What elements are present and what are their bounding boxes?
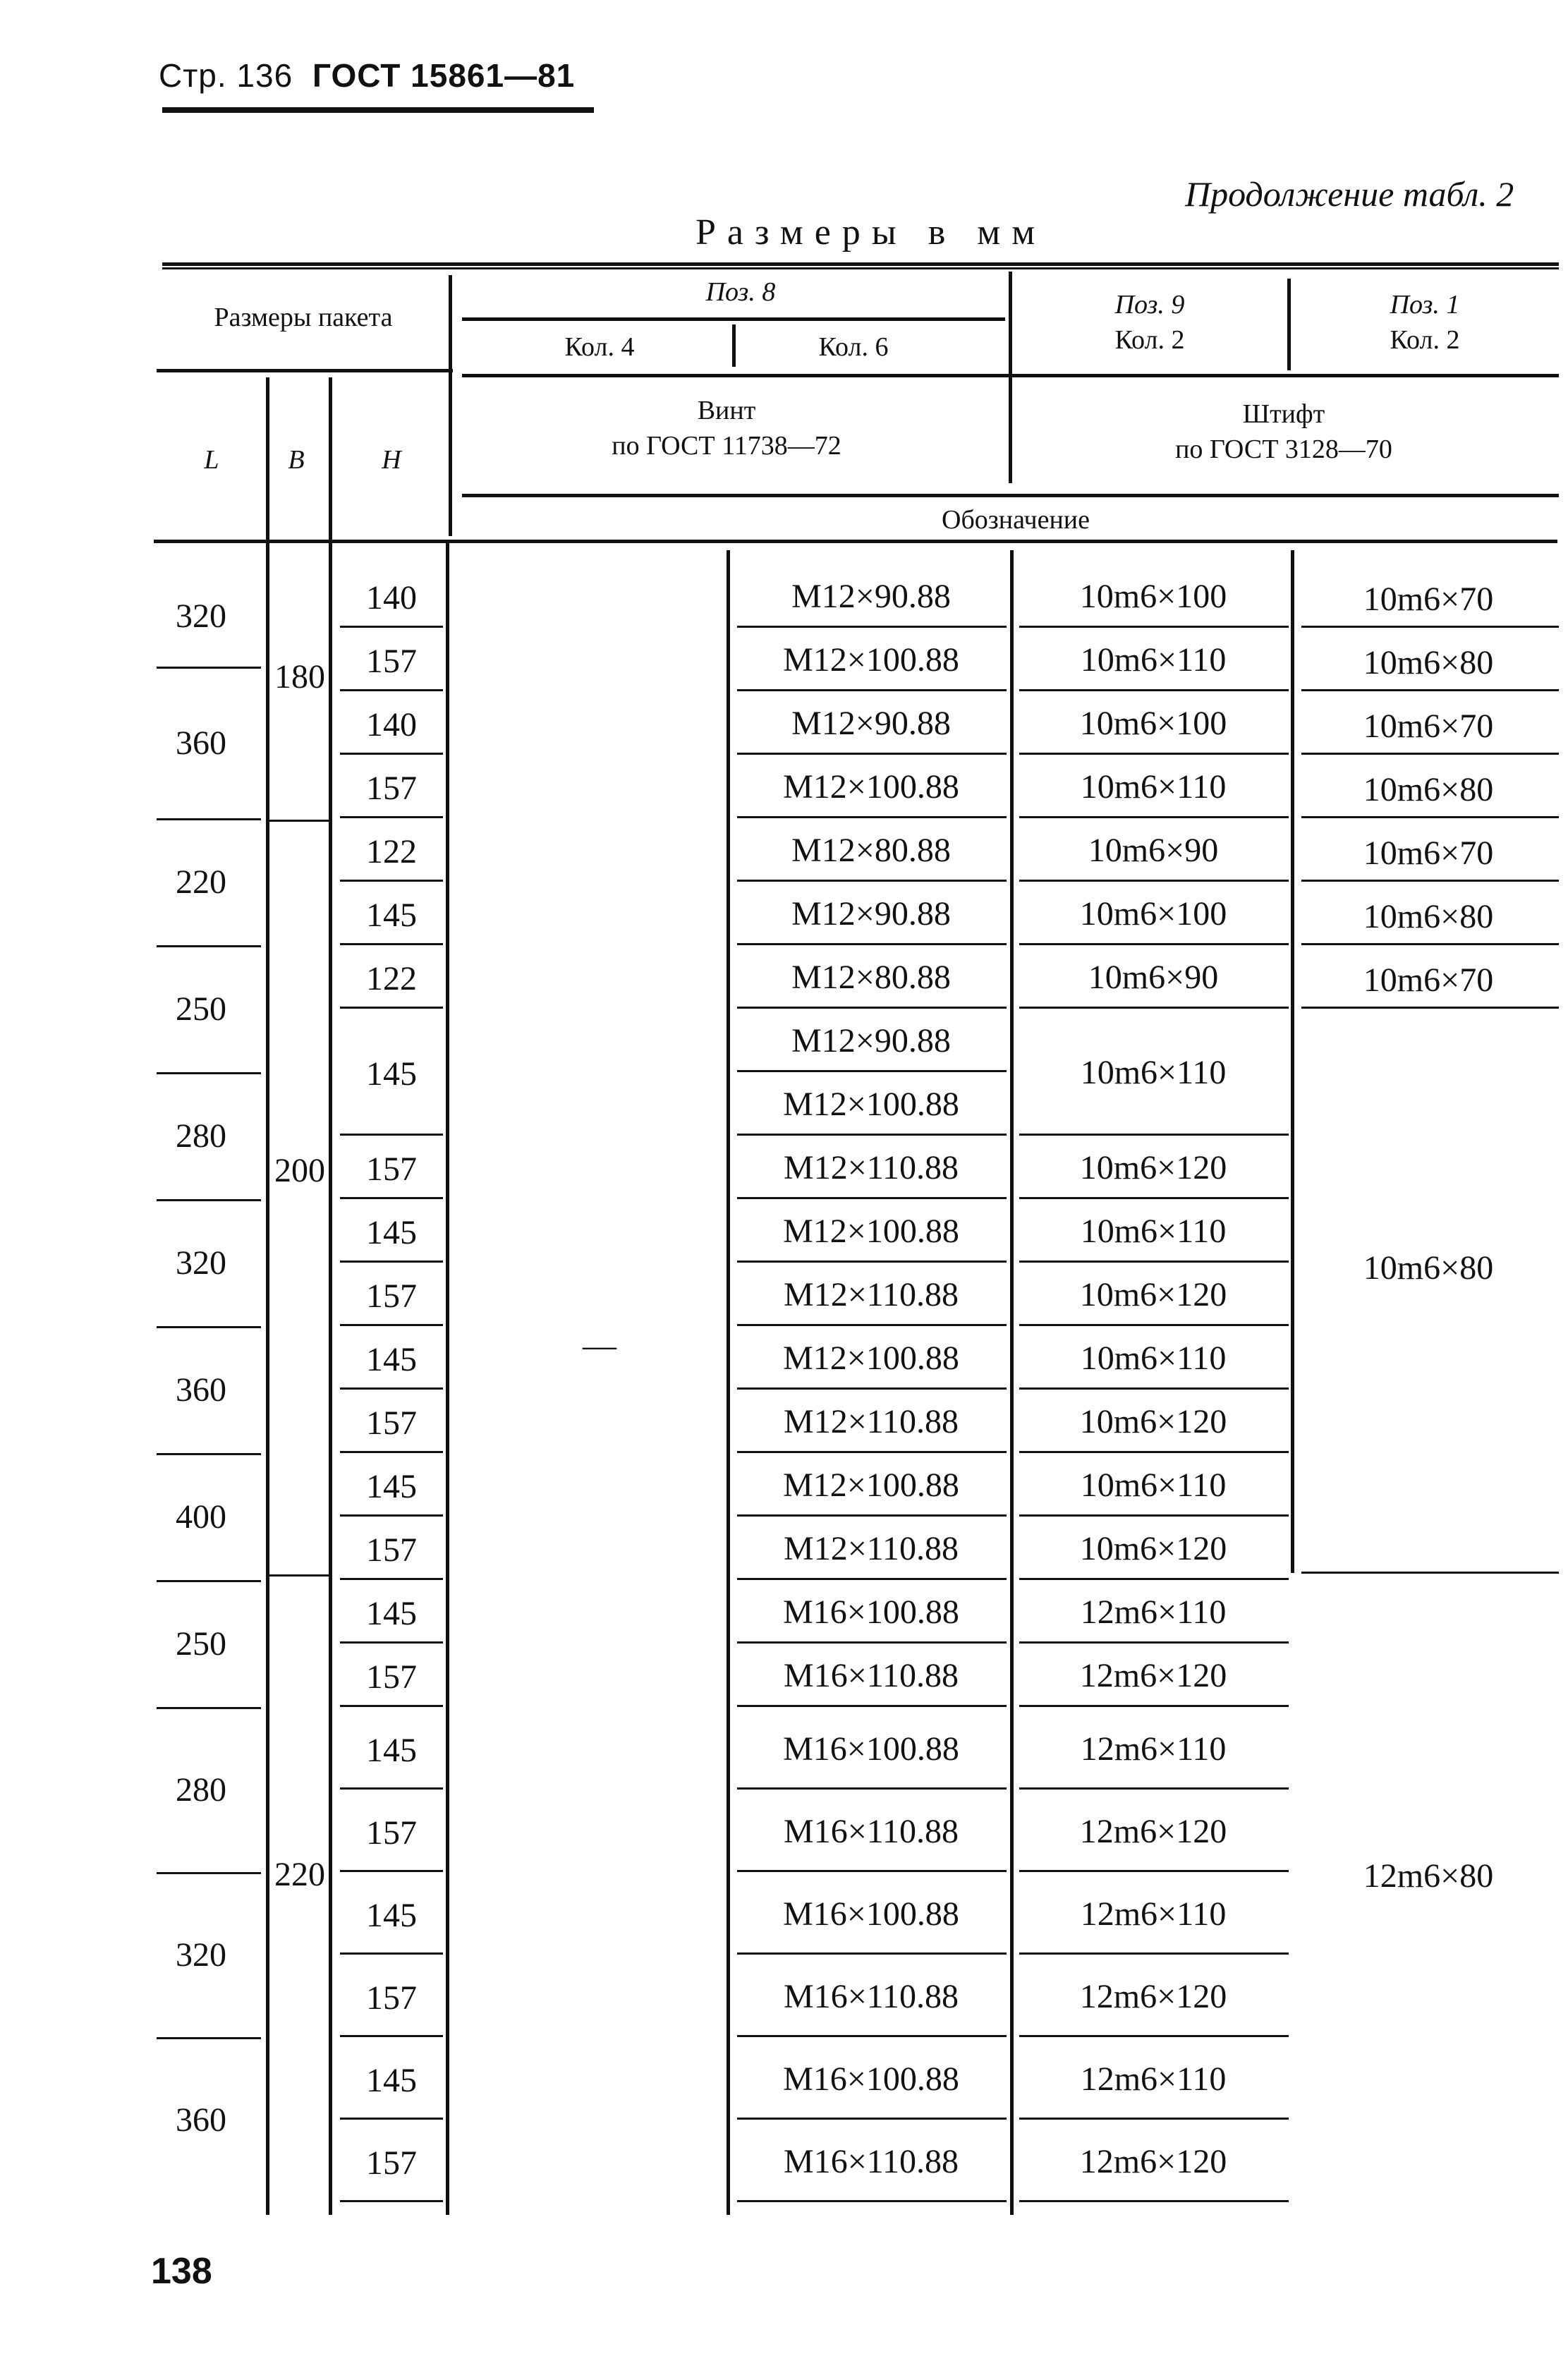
screw-cell: M16×100.88 [783, 2060, 959, 2098]
page-number: 138 [151, 2251, 212, 2292]
pin1-cell: 10m6×80 [1363, 771, 1494, 808]
header-package-sizes: Размеры пакета [214, 303, 393, 332]
pin9-cell: 10m6×100 [1079, 895, 1227, 933]
column-rule [727, 550, 730, 2215]
L-cell: 220 [176, 863, 226, 901]
pin9-cell: 10m6×120 [1079, 1403, 1227, 1440]
table-rule [1019, 1324, 1289, 1326]
pin9-cell: 10m6×90 [1088, 959, 1219, 996]
table-rule [1301, 816, 1559, 818]
table-rule [737, 626, 1007, 628]
table-rule [462, 494, 1559, 497]
screw-cell: M12×100.88 [783, 768, 959, 806]
table-rule [340, 689, 443, 691]
pin9-cell: 12m6×120 [1079, 2142, 1227, 2180]
L-cell: 250 [176, 990, 226, 1028]
table-rule [1019, 1387, 1289, 1390]
column-rule [446, 543, 449, 2215]
table-rule [268, 1574, 329, 1577]
H-cell: 145 [366, 1896, 417, 1934]
pin9-cell: 10m6×120 [1079, 1276, 1227, 1313]
table-rule [340, 1514, 443, 1517]
table-rule [737, 1952, 1007, 1955]
pin1-cell: 10m6×80 [1363, 1249, 1494, 1287]
header-pin-std: по ГОСТ 3128—70 [1175, 435, 1392, 464]
table-rule [157, 818, 261, 820]
table-rule [737, 2035, 1007, 2037]
table-rule [157, 2037, 261, 2039]
table-rule [340, 626, 443, 628]
table-rule [1019, 753, 1289, 755]
pin1-cell: 10m6×70 [1363, 961, 1494, 999]
table-rule [737, 1387, 1007, 1390]
L-cell: 320 [176, 1244, 226, 1282]
table-rule [737, 2200, 1007, 2202]
table-rule [737, 1787, 1007, 1790]
H-cell: 145 [366, 1341, 417, 1378]
table-rule [1019, 1451, 1289, 1453]
header-qty4: Кол. 4 [564, 332, 635, 362]
column-rule [1009, 272, 1012, 483]
screw-cell: M12×90.88 [791, 578, 951, 615]
table-rule [1019, 1952, 1289, 1955]
pin9-cell: 12m6×120 [1079, 1977, 1227, 2015]
table-rule [737, 943, 1007, 945]
table-rule [737, 1134, 1007, 1136]
column-rule [329, 543, 332, 2215]
table-rule [157, 1326, 261, 1328]
table-rule [340, 1952, 443, 1955]
screw-cell: M12×100.88 [783, 1213, 959, 1250]
table-rule [340, 1197, 443, 1199]
column-rule [449, 275, 452, 536]
page-ref: Стр. 136 [159, 57, 293, 94]
H-cell: 157 [366, 1150, 417, 1188]
table-rule [462, 317, 1005, 321]
screw-cell: M16×100.88 [783, 1730, 959, 1768]
pin9-cell: 12m6×120 [1079, 1657, 1227, 1694]
H-cell: 122 [366, 960, 417, 997]
column-rule [329, 377, 332, 540]
table-rule [1019, 1578, 1289, 1580]
screw-cell: M12×80.88 [791, 832, 951, 869]
header-designation: Обозначение [942, 505, 1090, 535]
H-cell: 157 [366, 1404, 417, 1442]
screw-cell: M16×110.88 [784, 1657, 959, 1694]
screw-cell: M12×100.88 [783, 1466, 959, 1504]
table-rule [737, 1324, 1007, 1326]
table-rule [1019, 1197, 1289, 1199]
table-rule [340, 2118, 443, 2120]
screw-cell: M16×110.88 [784, 2142, 959, 2180]
table-rule [340, 1578, 443, 1580]
table-rule [340, 2035, 443, 2037]
table-rule [737, 689, 1007, 691]
B-cell: 200 [274, 1152, 325, 1189]
table-rule [1019, 1705, 1289, 1707]
table-rule [157, 945, 261, 947]
H-cell: 157 [366, 1814, 417, 1852]
table-rule [157, 1872, 261, 1874]
table-rule [737, 2118, 1007, 2120]
header-qty6: Кол. 6 [818, 332, 889, 362]
pin9-cell: 12m6×110 [1080, 1730, 1227, 1768]
table-rule [340, 1324, 443, 1326]
table-rule [1019, 880, 1289, 882]
screw-cell: M12×100.88 [783, 1086, 959, 1123]
header-screw: Винт [697, 396, 756, 425]
pin1-cell: 10m6×70 [1363, 581, 1494, 618]
pin9-cell: 10m6×100 [1079, 705, 1227, 742]
screw-cell: M12×90.88 [791, 705, 951, 742]
table-rule [340, 753, 443, 755]
pin9-cell: 10m6×90 [1088, 832, 1219, 869]
pin9-cell: 10m6×120 [1079, 1149, 1227, 1186]
table-rule [340, 2200, 443, 2202]
screw-cell: M12×110.88 [784, 1149, 959, 1186]
H-cell: 145 [366, 1468, 417, 1505]
pin9-cell: 12m6×110 [1080, 2060, 1227, 2098]
table-rule [1019, 1870, 1289, 1872]
header-pos1-qty: Кол. 2 [1390, 325, 1460, 355]
table-rule [162, 267, 1559, 269]
header-L: L [204, 445, 219, 475]
pin9-cell: 10m6×120 [1079, 1530, 1227, 1567]
table-rule [1019, 626, 1289, 628]
table-rule [340, 1705, 443, 1707]
table-rule [157, 1580, 261, 1582]
pin9-cell: 12m6×110 [1080, 1895, 1227, 1933]
H-cell: 145 [366, 1055, 417, 1093]
screw-cell: M12×80.88 [791, 959, 951, 996]
table-rule [737, 1007, 1007, 1009]
table-rule [737, 816, 1007, 818]
table-rule [1019, 1641, 1289, 1644]
units-caption: Размеры в мм [695, 212, 1047, 253]
table-rule [157, 1072, 261, 1074]
standard-ref: ГОСТ 15861—81 [312, 57, 576, 94]
pin1-cell: 10m6×80 [1363, 898, 1494, 935]
table-continuation: Продолжение табл. 2 [1185, 174, 1514, 214]
table-rule [737, 1578, 1007, 1580]
pin1-cell: 10m6×80 [1363, 644, 1494, 681]
header-pos9-qty: Кол. 2 [1114, 325, 1185, 355]
header-B: B [288, 445, 305, 475]
H-cell: 122 [366, 833, 417, 870]
running-header [159, 56, 575, 95]
table-rule [1019, 689, 1289, 691]
pin9-cell: 10m6×100 [1079, 578, 1227, 615]
column-rule [732, 324, 736, 367]
pin1-cell: 10m6×70 [1363, 707, 1494, 745]
table-rule [737, 1641, 1007, 1644]
L-cell: 250 [176, 1625, 226, 1663]
pin9-cell: 10m6×110 [1080, 641, 1227, 679]
screw-cell: M16×110.88 [784, 1977, 959, 2015]
table-rule [737, 1197, 1007, 1199]
table-rule [1019, 2118, 1289, 2120]
pin1-cell: 10m6×70 [1363, 834, 1494, 872]
pin9-cell: 10m6×110 [1080, 1213, 1227, 1250]
screw-cell: M16×100.88 [783, 1593, 959, 1631]
H-cell: 157 [366, 1658, 417, 1696]
table-rule [737, 753, 1007, 755]
table-rule [157, 369, 453, 372]
H-cell: 140 [366, 579, 417, 616]
table-rule [1301, 943, 1559, 945]
column-rule [1010, 550, 1014, 2215]
table-rule [1019, 816, 1289, 818]
table-rule [1019, 1261, 1289, 1263]
H-cell: 157 [366, 770, 417, 807]
header-H: H [382, 445, 401, 475]
table-rule [1301, 626, 1559, 628]
table-rule [340, 816, 443, 818]
header-rule [162, 107, 594, 113]
pin9-cell: 10m6×110 [1080, 768, 1227, 806]
screw-cell: M12×110.88 [784, 1530, 959, 1567]
table-rule [1301, 753, 1559, 755]
H-cell: 145 [366, 2061, 417, 2099]
qty4-dash: — [583, 1327, 616, 1364]
header-pos9: Поз. 9 [1114, 290, 1185, 320]
table-rule [340, 1261, 443, 1263]
table-rule [1019, 2200, 1289, 2202]
H-cell: 157 [366, 1531, 417, 1569]
table-rule [340, 1007, 443, 1009]
pin9-cell: 10m6×110 [1080, 1466, 1227, 1504]
table-rule [1301, 1572, 1559, 1574]
B-cell: 220 [274, 1856, 325, 1893]
table-rule [340, 1870, 443, 1872]
table-rule [340, 943, 443, 945]
table-rule [1019, 1134, 1289, 1136]
table-rule [154, 540, 1557, 543]
header-pos8: Поз. 8 [705, 277, 776, 307]
table-rule [157, 667, 261, 669]
pin9-cell: 10m6×110 [1080, 1054, 1227, 1091]
column-rule [266, 543, 269, 2215]
L-cell: 360 [176, 1371, 226, 1409]
table-rule [162, 262, 1559, 266]
table-rule [737, 1514, 1007, 1517]
table-rule [737, 1261, 1007, 1263]
screw-cell: M16×110.88 [784, 1812, 959, 1850]
table-rule [737, 880, 1007, 882]
B-cell: 180 [274, 658, 325, 696]
H-cell: 145 [366, 897, 417, 934]
pin1-cell: 12m6×80 [1363, 1857, 1494, 1895]
H-cell: 157 [366, 2144, 417, 2182]
table-rule [1019, 1787, 1289, 1790]
H-cell: 145 [366, 1731, 417, 1769]
table-rule [1301, 880, 1559, 882]
table-rule [340, 1134, 443, 1136]
pin9-cell: 10m6×110 [1080, 1340, 1227, 1377]
screw-cell: M12×110.88 [784, 1276, 959, 1313]
H-cell: 145 [366, 1595, 417, 1632]
table-rule [737, 1705, 1007, 1707]
L-cell: 320 [176, 1936, 226, 1974]
column-rule [1291, 550, 1294, 1573]
table-rule [1019, 943, 1289, 945]
table-rule [157, 1199, 261, 1201]
header-screw-std: по ГОСТ 11738—72 [612, 431, 841, 461]
L-cell: 400 [176, 1498, 226, 1536]
table-rule [1301, 689, 1559, 691]
table-rule [340, 880, 443, 882]
H-cell: 157 [366, 643, 417, 680]
screw-cell: M12×100.88 [783, 641, 959, 679]
table-rule [340, 1787, 443, 1790]
table-rule [340, 1451, 443, 1453]
L-cell: 360 [176, 724, 226, 762]
L-cell: 360 [176, 2101, 226, 2139]
table-rule [340, 1641, 443, 1644]
pin9-cell: 12m6×110 [1080, 1593, 1227, 1631]
L-cell: 280 [176, 1771, 226, 1809]
L-cell: 280 [176, 1117, 226, 1155]
table-rule [737, 1870, 1007, 1872]
header-pos1: Поз. 1 [1390, 290, 1460, 320]
screw-cell: M12×90.88 [791, 895, 951, 933]
table-rule [268, 820, 329, 822]
L-cell: 320 [176, 597, 226, 635]
table-rule [1019, 1007, 1289, 1009]
table-rule [1019, 1514, 1289, 1517]
table-rule [340, 1387, 443, 1390]
H-cell: 157 [366, 1979, 417, 2017]
H-cell: 145 [366, 1214, 417, 1251]
screw-cell: M12×90.88 [791, 1022, 951, 1059]
screw-cell: M12×100.88 [783, 1340, 959, 1377]
table-rule [157, 1453, 261, 1455]
table-rule [157, 1707, 261, 1709]
H-cell: 140 [366, 706, 417, 743]
header-pin: Штифт [1242, 399, 1325, 429]
table-rule [737, 1070, 1007, 1072]
column-rule [1287, 279, 1291, 370]
screw-cell: M12×110.88 [784, 1403, 959, 1440]
table-rule [1019, 2035, 1289, 2037]
table-rule [737, 1451, 1007, 1453]
screw-cell: M16×100.88 [783, 1895, 959, 1933]
pin9-cell: 12m6×120 [1079, 1812, 1227, 1850]
table-rule [1301, 1007, 1559, 1009]
H-cell: 157 [366, 1277, 417, 1315]
